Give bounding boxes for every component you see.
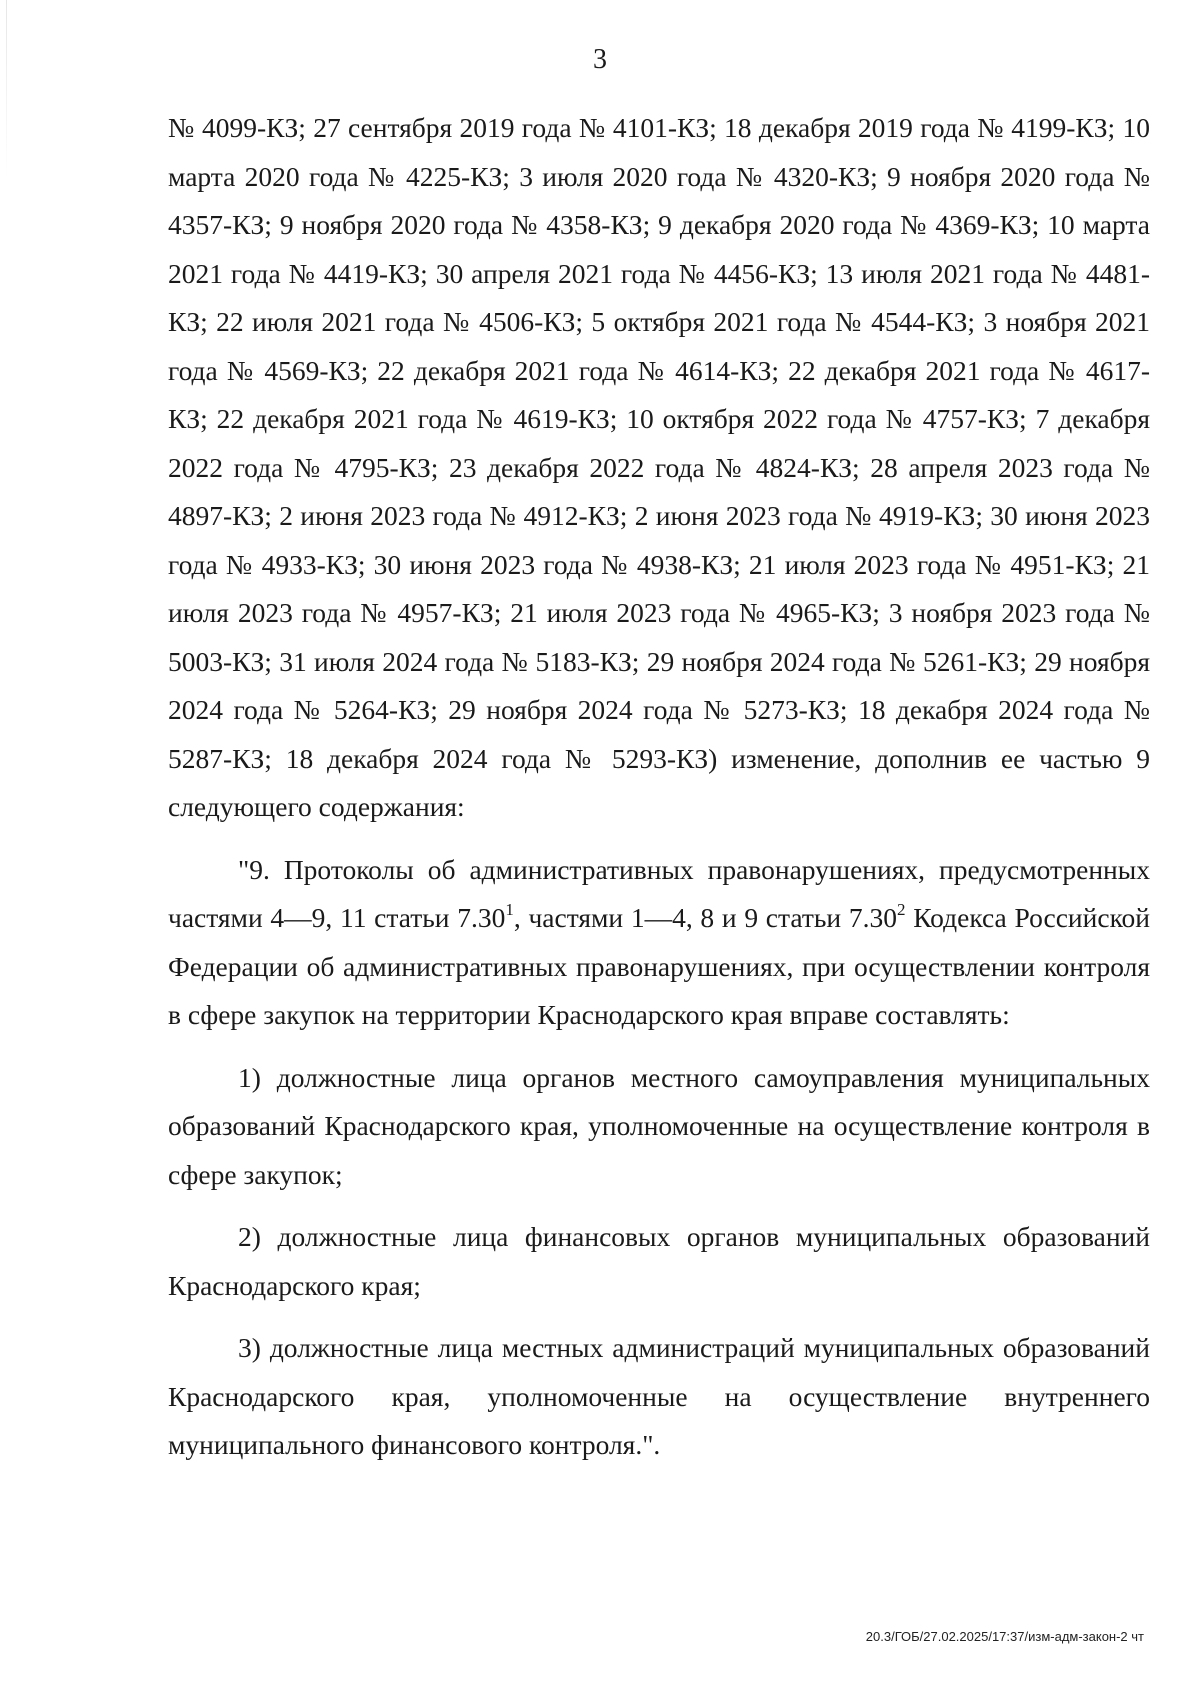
document-body: [168, 104, 1150, 1470]
superscript-2: 2: [896, 899, 906, 919]
new-part-text-a: "9. Протоколы об административных правонарушениях, предусмотренных частями 4—9, 11 статьи 7.30: [168, 853, 1150, 933]
superscript-1: 1: [505, 899, 514, 919]
scan-edge: [6, 0, 7, 180]
amendments-list-paragraph: № 4099-КЗ; 27 сентября 2019 года № 4101-КЗ; 18 декабря 2019 года № 4199-КЗ; 10 марта 2020 года № 4225-КЗ; 3 июля 2020 года № 4320-КЗ; 9 ноября 2020 года № 4357-КЗ; 9 ноября 2020 года № 4358-КЗ; 9 декабря 2020 года № 4369-КЗ; 10 марта 2021 года № 4419-КЗ; 30 апреля 2021 года № 4456-КЗ; 13 июля 2021 года № 4481-КЗ; 22 июля 2021 года № 4506-КЗ; 5 октября 2021 года № 4544-КЗ; 3 ноября 2021 года № 4569-КЗ; 22 декабря 2021 года № 4614-КЗ; 22 декабря 2021 года № 4617-КЗ; 22 декабря 2021 года № 4619-КЗ; 10 октября 2022 года № 4757-КЗ; 7 декабря 2022 года № 4795-КЗ; 23 декабря 2022 года № 4824-КЗ; 28 апреля 2023 года № 4897-КЗ; 2 июня 2023 года № 4912-КЗ; 2 июня 2023 года № 4919-КЗ; 30 июня 2023 года № 4933-КЗ; 30 июня 2023 года № 4938-КЗ; 21 июля 2023 года № 4951-КЗ; 21 июля 2023 года № 4957-КЗ; 21 июля 2023 года № 4965-КЗ; 3 ноября 2023 года № 5003-КЗ; 31 июля 2024 года № 5183-КЗ; 29 ноября 2024 года № 5261-КЗ; 29 ноября 2024 года № 5264-КЗ; 29 ноября 2024 года № 5273-КЗ; 18 декабря 2024 года № 5287-КЗ; 18 декабря 2024 года № 5293-КЗ) изменение, дополнив ее частью 9 следующего содержания:: [168, 112, 1150, 822]
list-item-2: 2) должностные лица финансовых органов муниципальных образований Краснодарского края;: [168, 1221, 1150, 1301]
new-part-text-c: Кодекса Российской Федерации об административных правонарушениях, при осуществлении контроля в сфере закупок на территории Краснодарского края вправе составлять:: [168, 902, 1150, 1030]
page-number: 3: [593, 44, 607, 75]
new-part-text-b: , частями 1—4, 8 и 9 статьи 7.30: [513, 902, 897, 933]
footer-document-code: 20.3/ГОБ/27.02.2025/17:37/изм-адм-закон-2 чт: [865, 1629, 1144, 1644]
new-part-paragraph: [168, 846, 1150, 1040]
list-item-3: 3) должностные лица местных администраций муниципальных образований Краснодарского края, уполномоченные на осуществление внутреннего муниципального финансового контроля.".: [168, 1332, 1150, 1460]
list-item-1: 1) должностные лица органов местного самоуправления муниципальных образований Краснодарского края, уполномоченные на осуществление контроля в сфере закупок;: [168, 1061, 1150, 1190]
